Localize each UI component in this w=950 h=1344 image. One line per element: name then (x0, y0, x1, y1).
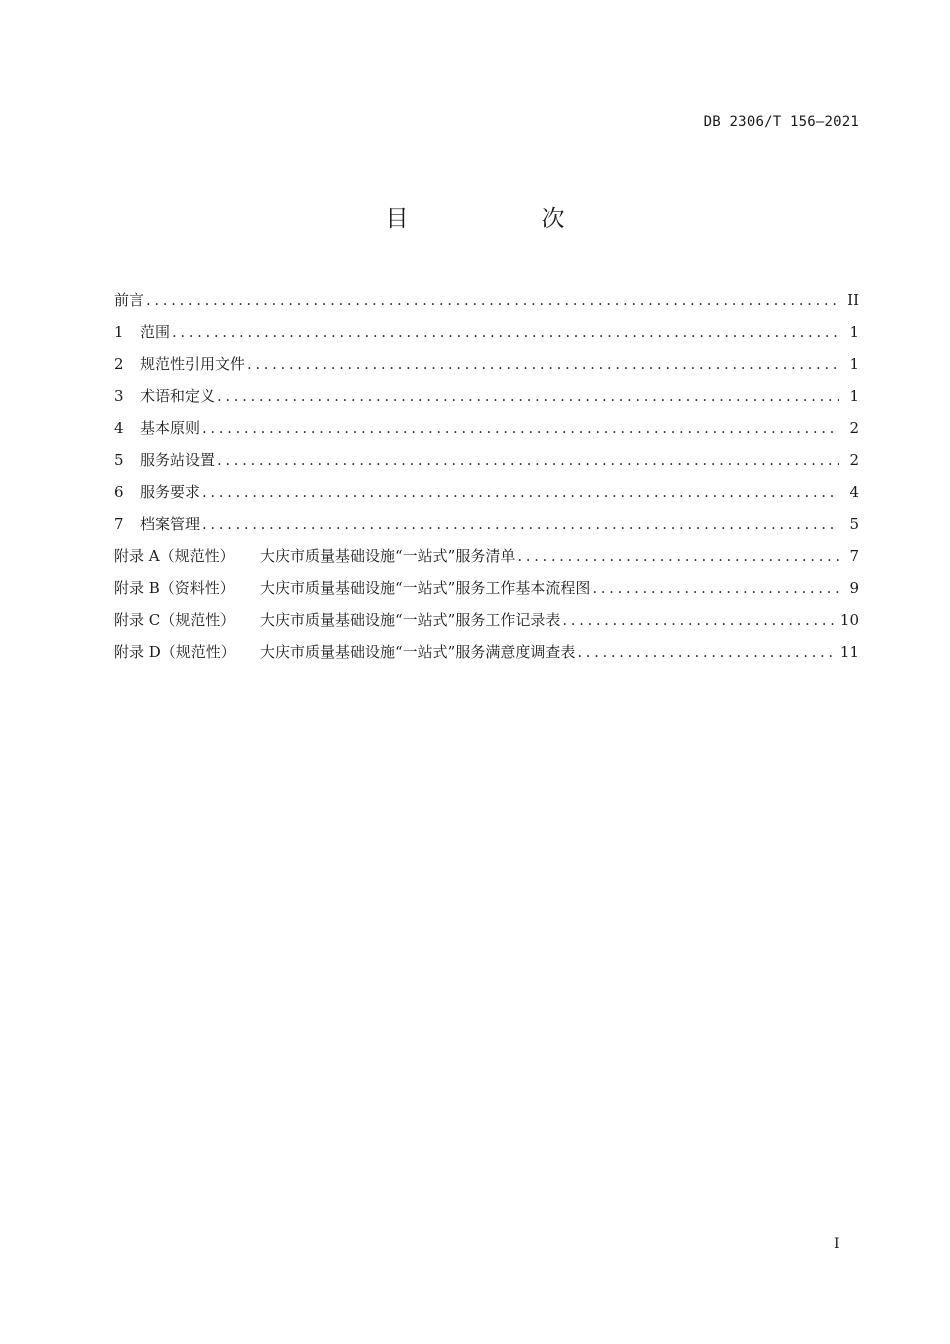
toc-entry-5[interactable] (114, 444, 859, 476)
toc-entry-page: 7 (849, 547, 859, 565)
toc-entry-preface[interactable] (114, 284, 859, 316)
toc-entry-number: 5 (114, 451, 124, 469)
toc-entry-page: 2 (849, 419, 859, 437)
toc-entry-title: 术语和定义 (140, 387, 216, 405)
toc-entry-title: 规范性引用文件 (140, 355, 246, 373)
toc-entry-page: 9 (849, 579, 859, 597)
toc-entry-number: 1 (114, 323, 124, 341)
toc-entry-number: 3 (114, 387, 124, 405)
dot-leader (592, 572, 839, 604)
dot-leader (577, 636, 834, 668)
dot-leader (247, 348, 839, 380)
toc-entry-title: 范围 (140, 323, 171, 341)
dot-leader (202, 412, 839, 444)
toc-appendix-label: 附录 C（规范性） (114, 611, 236, 629)
toc-entry-page: 5 (849, 515, 859, 533)
toc-entry-page: 2 (849, 451, 859, 469)
toc-entry-title: 服务要求 (140, 483, 201, 501)
toc-entry-2[interactable] (114, 348, 859, 380)
toc-entry-page: 4 (849, 483, 859, 501)
toc-entry-page: 10 (839, 611, 859, 629)
toc-entry-appendix-a[interactable] (114, 540, 859, 572)
toc-entry-page: 1 (849, 323, 859, 341)
toc-entry-number: 2 (114, 355, 124, 373)
toc-entry-number: 4 (114, 419, 124, 437)
toc-entry-appendix-c[interactable] (114, 604, 859, 636)
toc-entry-title: 档案管理 (140, 515, 201, 533)
dot-leader (562, 604, 834, 636)
toc-entry-7[interactable] (114, 508, 859, 540)
toc-entry-3[interactable] (114, 380, 859, 412)
dot-leader (217, 380, 839, 412)
toc-entry-1[interactable] (114, 316, 859, 348)
toc-entry-title: 服务站设置 (140, 451, 216, 469)
toc-entry-title: 大庆市质量基础设施“一站式”服务工作基本流程图 (260, 579, 591, 597)
dot-leader (517, 540, 839, 572)
toc-entry-number: 6 (114, 483, 124, 501)
toc-entry-title: 大庆市质量基础设施“一站式”服务工作记录表 (260, 611, 561, 629)
toc-entry-6[interactable] (114, 476, 859, 508)
page-number: I (834, 1236, 840, 1252)
toc-entry-title: 大庆市质量基础设施“一站式”服务清单 (260, 547, 516, 565)
page-title: 目 次 (385, 206, 620, 232)
dot-leader (217, 444, 839, 476)
toc-appendix-label: 附录 A（规范性） (114, 547, 235, 565)
toc-entry-4[interactable] (114, 412, 859, 444)
toc-entry-page: 1 (849, 387, 859, 405)
dot-leader (172, 316, 839, 348)
toc-entry-title: 大庆市质量基础设施“一站式”服务满意度调查表 (260, 643, 576, 661)
toc-entry-title: 前言 (114, 291, 145, 309)
toc-entry-number: 7 (114, 515, 124, 533)
dot-leader (202, 476, 839, 508)
toc-entry-appendix-d[interactable] (114, 636, 859, 668)
dot-leader (202, 508, 839, 540)
standard-code: DB 2306/T 156—2021 (703, 114, 859, 130)
toc-appendix-label: 附录 D（规范性） (114, 643, 236, 661)
toc-entry-appendix-b[interactable] (114, 572, 859, 604)
toc-entry-page: II (847, 291, 859, 309)
toc-entry-title: 基本原则 (140, 419, 201, 437)
dot-leader (146, 284, 839, 316)
table-of-contents (114, 284, 859, 668)
toc-entry-page: 11 (839, 643, 859, 661)
toc-entry-page: 1 (849, 355, 859, 373)
toc-appendix-label: 附录 B（资料性） (114, 579, 235, 597)
